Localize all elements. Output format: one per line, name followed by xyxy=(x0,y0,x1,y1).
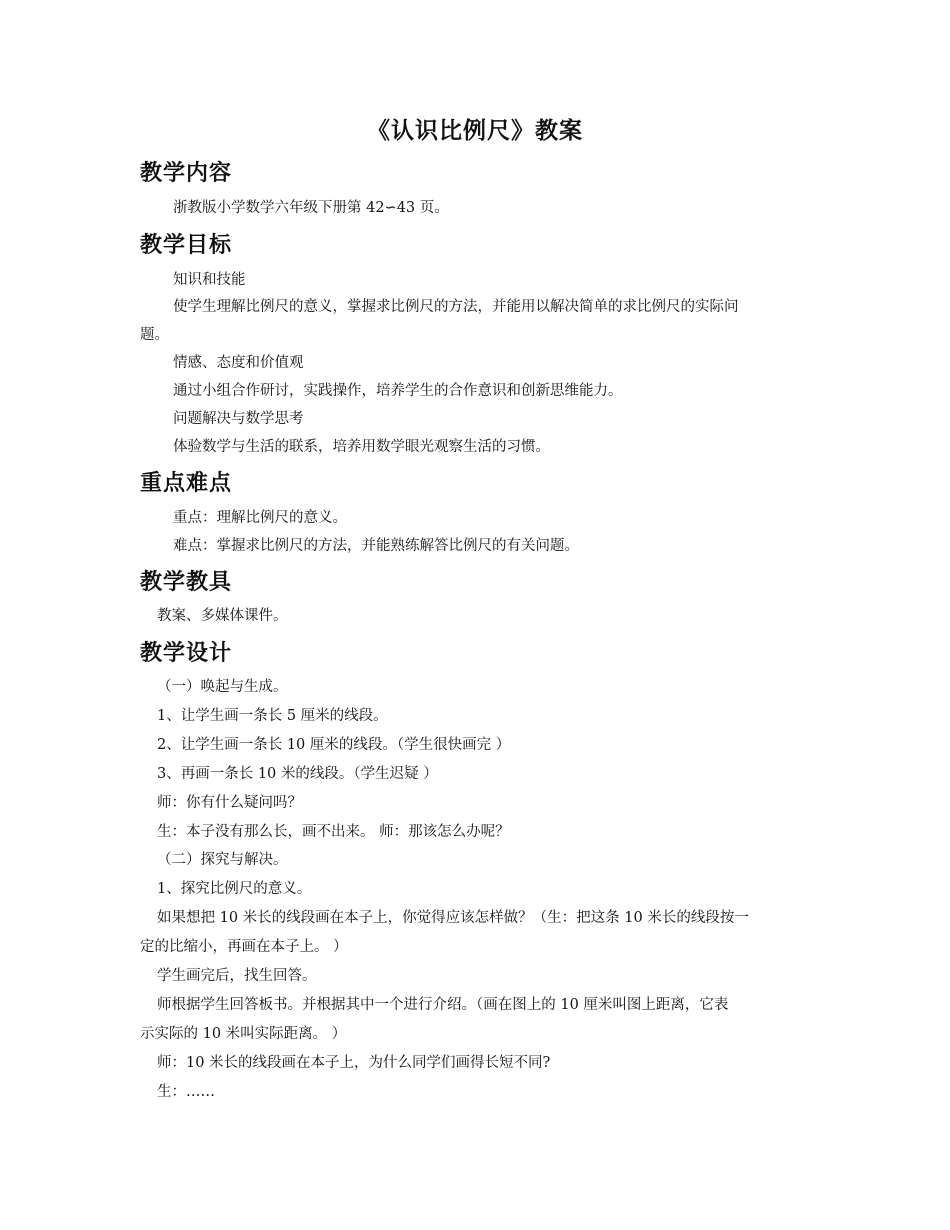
paragraph: 师：10 米长的线段画在本子上，为什么同学们画得长短不同? xyxy=(157,1055,551,1071)
paragraph: 体验数学与生活的联系，培养用数学眼光观察生活的习惯。 xyxy=(173,439,550,455)
paragraph: 如果想把 10 米长的线段画在本子上，你觉得应该怎样做？（生：把这条 10 米长的线段按一 xyxy=(157,910,749,926)
paragraph: 学生画完后，找生回答。 xyxy=(157,968,317,984)
paragraph: 师：你有什么疑问吗？ xyxy=(157,795,302,811)
document-title: 《认识比例尺》教案 xyxy=(367,118,583,144)
paragraph: 知识和技能 xyxy=(173,272,246,288)
paragraph: 1、让学生画一条长 5 厘米的线段。 xyxy=(157,708,388,724)
paragraph: 生：…… xyxy=(157,1084,215,1100)
paragraph: 示实际的 10 米叫实际距离。 ） xyxy=(140,1026,347,1042)
paragraph: 题。 xyxy=(140,327,169,343)
paragraph: 问题解决与数学思考 xyxy=(173,411,304,427)
heading-teaching-tools: 教学教具 xyxy=(140,570,233,595)
paragraph: 2、让学生画一条长 10 厘米的线段。（学生很快画完 ） xyxy=(157,737,511,753)
paragraph: 通过小组合作研讨，实践操作，培养学生的合作意识和创新思维能力。 xyxy=(173,383,623,399)
paragraph: 情感、态度和价值观 xyxy=(173,355,304,371)
paragraph: 生：本子没有那么长，画不出来。 师：那该怎么办呢？ xyxy=(157,824,510,840)
paragraph: 3、再画一条长 10 米的线段。（学生迟疑 ） xyxy=(157,766,438,782)
heading-teaching-content: 教学内容 xyxy=(140,161,233,186)
heading-teaching-goals: 教学目标 xyxy=(140,233,233,258)
paragraph: 师根据学生回答板书。并根据其中一个进行介绍。（画在图上的 10 厘米叫图上距离，它表 xyxy=(157,997,729,1013)
paragraph: 使学生理解比例尺的意义，掌握求比例尺的方法，并能用以解决简单的求比例尺的实际问 xyxy=(173,299,739,315)
heading-teaching-design: 教学设计 xyxy=(140,641,233,666)
paragraph: 1、探究比例尺的意义。 xyxy=(157,881,312,897)
paragraph: 重点：理解比例尺的意义。 xyxy=(173,510,347,526)
paragraph: （二）探究与解决。 xyxy=(157,852,288,868)
heading-key-points: 重点难点 xyxy=(140,471,233,496)
paragraph: （一）唤起与生成。 xyxy=(157,679,288,695)
paragraph: 难点：掌握求比例尺的方法，并能熟练解答比例尺的有关问题。 xyxy=(173,538,579,554)
paragraph: 定的比缩小，再画在本子上。 ） xyxy=(140,939,348,955)
paragraph: 浙教版小学数学六年级下册第 42∽43 页。 xyxy=(173,200,449,216)
paragraph: 教案、多媒体课件。 xyxy=(157,608,288,624)
